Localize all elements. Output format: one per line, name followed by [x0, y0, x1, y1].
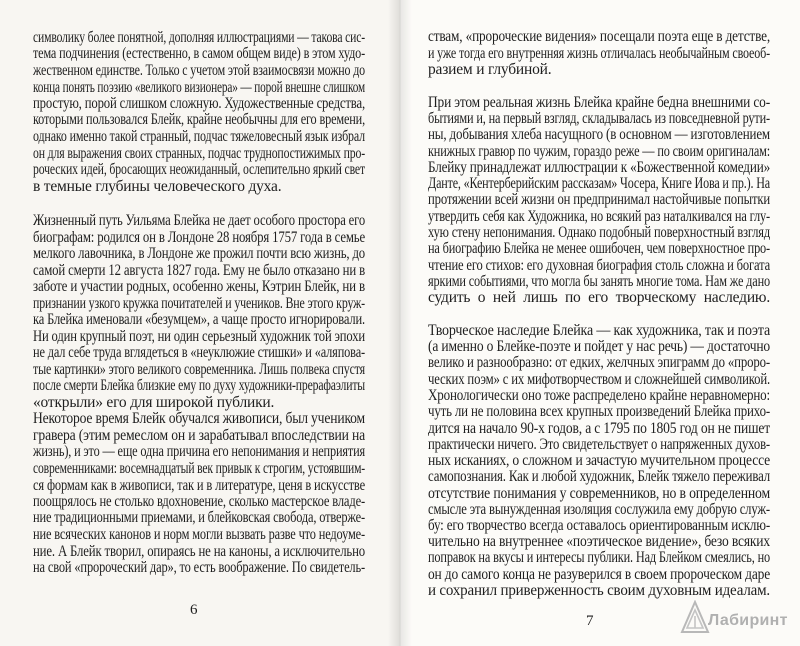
text-line: Блейку принадлежат иллюстрации к «Божественной комедии»	[428, 159, 770, 176]
text-line: бу: его творчество всегда оставалось ориентированным исклю-	[428, 517, 770, 534]
text-line: Хронологически оно тоже распределено крайне неравномерно:	[428, 387, 770, 404]
text-line: символику более понятной, дополняя иллюстрациями — такова сис-	[33, 29, 365, 46]
text-line: Данте, «Кентерберийским рассказам» Чосера, Книге Иова и пр.). На	[428, 175, 770, 192]
text-line: и сохранил приверженность своим духовным идеалам.	[428, 582, 770, 599]
text-line: чительно на внутреннее «поэтическое видение», безо всяких	[428, 533, 770, 550]
book-spine	[388, 0, 412, 646]
labirint-watermark	[680, 600, 792, 640]
text-line: (а именно о Блейке-поэте и пойдет у нас речь) — достаточно	[428, 338, 770, 355]
text-line: велико и разнообразно: от едких, желчных эпиграмм до «проро-	[428, 354, 770, 371]
text-line: смысле эта вынужденная изоляция сослужила ему добрую служ-	[428, 501, 770, 518]
text-line: хую стену непонимания. Однако подобный поверхностный взгляд	[428, 224, 770, 241]
text-line: При этом реальная жизнь Блейка крайне бедна внешними со-	[428, 94, 770, 111]
text-line: заботе и участии родных, особенно жены, Кэтрин Блейк, ни в	[33, 278, 365, 295]
text-line: ных исканиях, о сложном и зачастую мучительном процессе	[428, 452, 770, 469]
text-line: практически ничего. Это свидетельствует о напряженных духов-	[428, 436, 770, 453]
text-line: протяжении всей жизни он предпринимал настойчивые попытки	[428, 191, 770, 208]
left-page-number: 6	[190, 602, 198, 618]
text-line: ся формам как в живописи, так и в литературе, ценя в искусстве	[33, 477, 365, 494]
text-line: утвердить себя как Художника, но всякий раз наталкивался на глу-	[428, 208, 770, 225]
text-line: современниками: восемнадцатый век привык к строгим, устоявшим-	[33, 460, 365, 477]
watermark-text: Лабиринт	[708, 612, 788, 629]
text-line: самой смерти 12 августа 1827 года. Ему не было отказано ни в	[33, 262, 365, 279]
text-line: «открыли» его для широкой публики.	[33, 394, 275, 411]
text-line: дится на начало 90-х годов, а с 1795 по 1805 год он не пишет	[428, 420, 770, 437]
text-line: биографам: родился он в Лондоне 28 ноября 1757 года в семье	[33, 229, 365, 246]
text-line: ние всяческих канонов и норм могли вызвать разве что недоуме-	[33, 526, 365, 543]
text-line: бытиями и, на первый взгляд, складывалась из повседневной рути-	[428, 110, 770, 127]
text-line: тые картинки» этого великого современника. Лишь полвека спустя	[33, 361, 365, 378]
text-line: ческих поэм» с их мифотворчеством и сложнейшей символикой.	[428, 371, 770, 388]
text-line: жественном единстве. Только с учетом этой взаимосвязи можно до	[33, 62, 365, 79]
text-line: яркими событиями, что могла бы занять многие тома. Нам же дано	[428, 273, 770, 290]
text-line: Ни один крупный поэт, ни один серьезный художник той эпохи	[33, 328, 365, 345]
text-line: на биографию Блейка не менее ошибочен, чем поверхностное про-	[428, 240, 770, 257]
text-line: в темные глубины человеческого духа.	[33, 178, 282, 195]
text-line: роческих идей, бросающих неожиданный, ослепительно яркий свет	[33, 161, 365, 178]
text-line: ны, добывания хлеба насущного (в основном — изготовлением	[428, 126, 770, 143]
text-line: ка Блейка именовали «безумцем», а чаще просто игнорировали.	[33, 311, 365, 328]
text-line: Творческое наследие Блейка — как художника, так и поэта	[428, 322, 770, 339]
text-line: ние. А Блейк творил, опираясь не на каноны, а исключительно	[33, 543, 365, 560]
text-line: ствам, «пророческие видения» посещали поэта еще в детстве,	[428, 28, 770, 45]
text-line: после смерти Блейка близкие ему по духу художники-прерафаэлиты	[33, 377, 365, 394]
labyrinth-logo-icon	[680, 600, 710, 634]
text-line: поощрялось не столько вдохновение, сколько мастерское владе-	[33, 493, 365, 510]
text-line: однако именно такой странный, подчас тяжеловесный язык избрал	[33, 128, 365, 145]
text-line: он для выражения своих странных, подчас труднопостижимых про-	[33, 145, 365, 162]
text-line: судить о ней лишь по его творческому наследию.	[428, 289, 770, 306]
text-line: самопознания. Как и любой художник, Блейк тяжело переживал	[428, 468, 770, 485]
text-line: чтение его стихов: его духовная биография столь сложна и богата	[428, 257, 770, 274]
text-line: которыми пользовался Блейк, крайне необычны для его времени,	[33, 111, 365, 128]
text-line: не дал себе труда вглядеться в «неуклюжие стишки» и «аляпова-	[33, 344, 365, 361]
text-line: Жизненный путь Уильяма Блейка не дает особого простора его	[33, 212, 365, 229]
text-line: поправок на вкусы и интересы публики. Над Блейком смеялись, но	[428, 549, 770, 566]
text-line: признании узкого кружка почитателей и учеников. Вне этого круж-	[33, 295, 365, 312]
text-line: чуть ли не половина всех крупных произведений Блейка прихо-	[428, 403, 770, 420]
text-line: он до самого конца не разуверился в своем пророческом даре	[428, 566, 770, 583]
text-line: Некоторое время Блейк обучался живописи, был учеником	[33, 410, 365, 427]
text-line: книжных гравюр по чужим, гораздо реже — по своим оригиналам:	[428, 143, 770, 160]
text-line: конца понять поэзию «великого визионера» — порой внешне слишком	[33, 79, 365, 96]
text-line: простую, порой слишком сложную. Художественные средства,	[33, 95, 365, 112]
text-line: жизнь), и это — еще одна причина его непонимания и неприятия	[33, 443, 365, 460]
text-line: и уже тогда его внутренняя жизнь отличалась необычайным своеоб-	[428, 45, 770, 62]
text-line: тема подчинения (естественно, в самом общем виде) в этом худо-	[33, 45, 365, 62]
text-line: гравера (этим ремеслом он и зарабатывал впоследствии на	[33, 427, 365, 444]
text-line: разием и глубиной.	[428, 61, 552, 78]
text-line: мелкого лавочника, в Лондоне же прожил почти всю жизнь, до	[33, 245, 365, 262]
text-line: ние традиционными приемами, и блейковская свобода, отверже-	[33, 509, 365, 526]
right-page-number: 7	[586, 613, 594, 629]
text-line: отсутствие понимания у современников, но в определенном	[428, 485, 770, 502]
text-line: на свой «пророческий дар», то есть воображение. По свидетель-	[33, 559, 365, 576]
